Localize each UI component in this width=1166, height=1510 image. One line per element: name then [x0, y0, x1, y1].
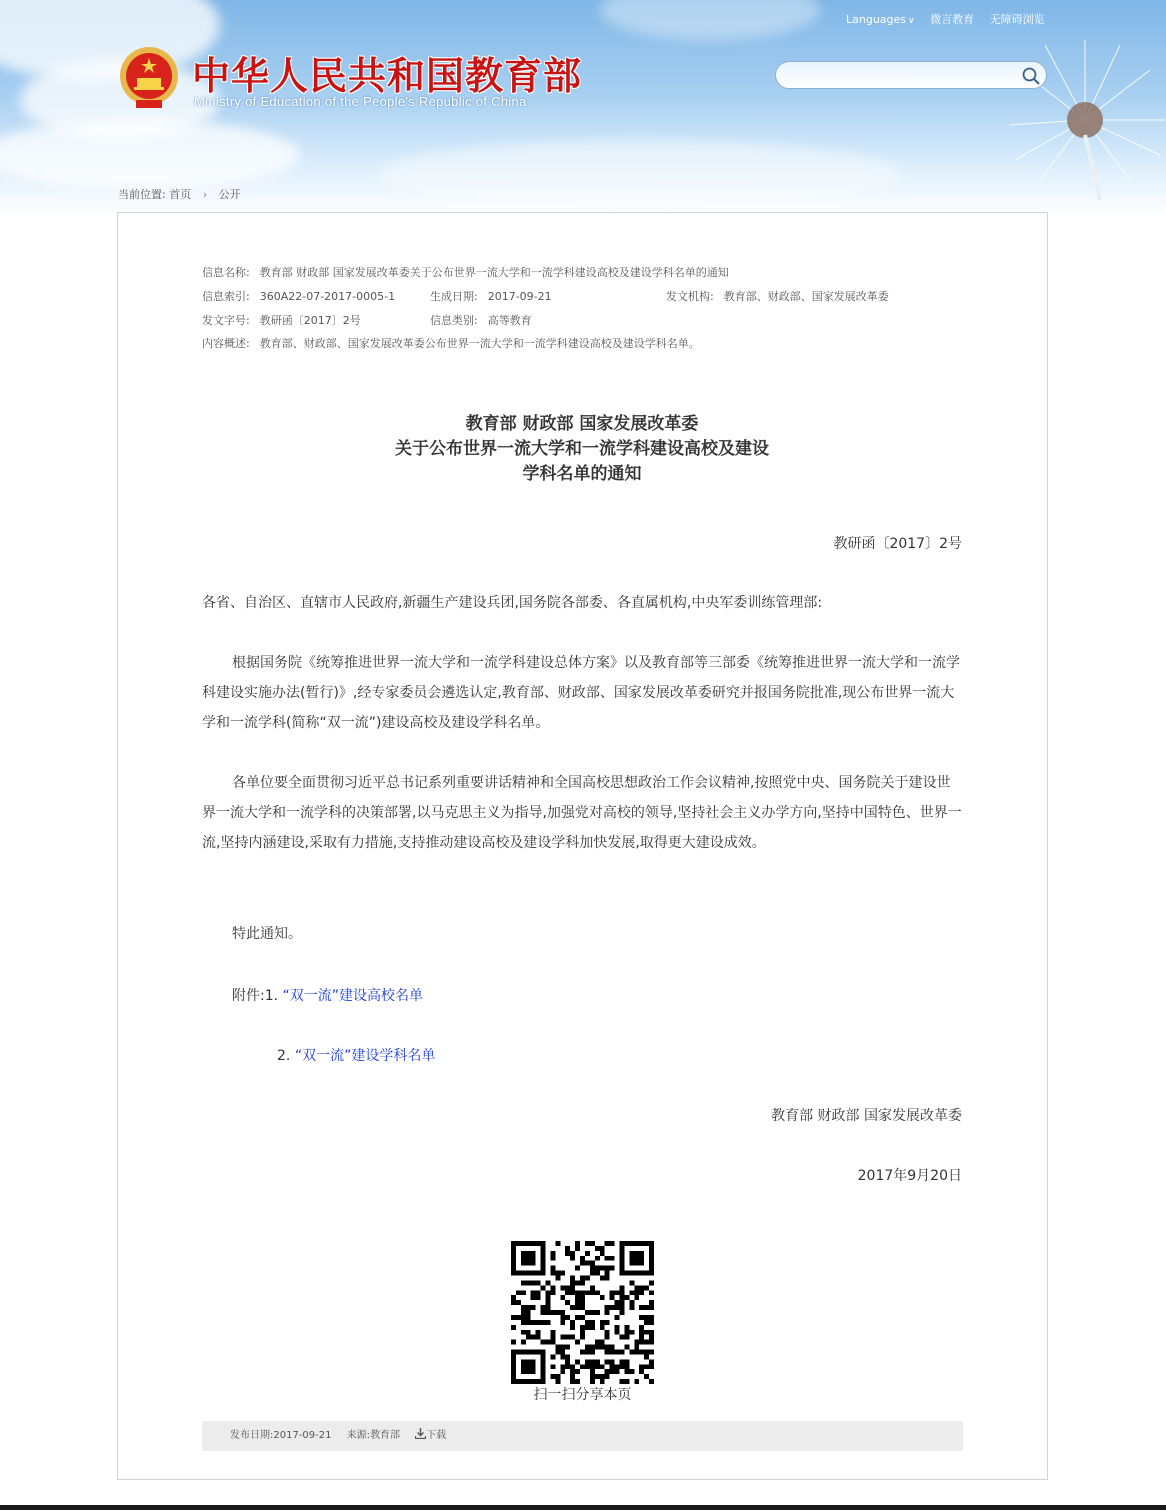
source-label: 来源:: [346, 1430, 371, 1441]
languages-label: Languages: [846, 13, 907, 26]
breadcrumb-label: 当前位置:: [118, 188, 166, 201]
document-title: [200, 412, 964, 487]
accessibility-link[interactable]: 无障碍浏览: [989, 13, 1045, 26]
footer-bar: [202, 1421, 963, 1451]
meta-label: 信息类别:: [430, 314, 478, 327]
breadcrumb-current[interactable]: 公开: [218, 188, 241, 201]
meta-label: 信息索引:: [202, 290, 250, 303]
meta-label: 生成日期:: [430, 290, 478, 303]
search-icon[interactable]: [1021, 66, 1041, 86]
meta-index: [202, 288, 395, 304]
national-emblem-icon: [118, 46, 180, 110]
source: [347, 1430, 400, 1441]
weiyan-link[interactable]: 微言教育: [930, 13, 975, 26]
breadcrumb-separator-icon: ›: [202, 188, 208, 201]
meta-date: [430, 288, 552, 304]
title-line: 关于公布世界一流大学和一流学科建设高校及建设: [395, 439, 769, 459]
languages-link[interactable]: [846, 13, 915, 26]
document-number: 教研函〔2017〕2号: [833, 536, 962, 552]
meta-label: 信息名称:: [202, 266, 250, 279]
closing: 特此通知。: [232, 926, 302, 942]
site-subtitle: Ministry of Education of the People's Republic of China: [194, 94, 527, 109]
meta-value: 教育部 财政部 国家发展改革委关于公布世界一流大学和一流学科建设高校及建设学科名单的通知: [259, 266, 729, 279]
meta-value: 教育部、财政部、国家发展改革委公布世界一流大学和一流学科建设高校及建设学科名单。: [259, 337, 700, 350]
title-line: 教育部 财政部 国家发展改革委: [465, 414, 699, 434]
cloud-decoration: [0, 120, 300, 190]
meta-info-name: [202, 264, 729, 280]
meta-summary: [202, 335, 700, 351]
meta-value: 2017-09-21: [487, 290, 552, 303]
paragraph-2: 各单位要全面贯彻习近平总书记系列重要讲话精神和全国高校思想政治工作会议精神,按照党中央、国务院关于建设世界一流大学和一流学科的决策部署,以马克思主义为指导,加强党对高校的领导,坚持社会主义办学方向,坚持中国特色、世界一流,坚持内涵建设,采取有力措施,支持推动建设高校及建设学科加快发展,取得更大建设成效。: [202, 775, 962, 851]
breadcrumb: [118, 186, 241, 202]
meta-label: 发文机构:: [666, 290, 714, 303]
download-icon: [415, 1428, 426, 1439]
attachment-1-link[interactable]: “双一流”建设高校名单: [282, 988, 424, 1004]
meta-value: 高等教育: [487, 314, 532, 327]
paragraph-1: 根据国务院《统筹推进世界一流大学和一流学科建设总体方案》以及教育部等三部委《统筹推进世界一流大学和一流学科建设实施办法(暂行)》,经专家委员会遴选认定,教育部、财政部、国家发展改革委研究并报国务院批准,现公布世界一流大学和一流学科(简称“双一流”)建设高校及建设学科名单。: [202, 655, 960, 731]
attachment-label: 附件:1.: [232, 988, 279, 1004]
breadcrumb-home[interactable]: 首页: [169, 188, 192, 201]
dandelion-icon: [1000, 30, 1166, 200]
qr-code-icon: [511, 1241, 654, 1384]
attachment-number: 2.: [277, 1048, 291, 1064]
qr-caption: 扫一扫分享本页: [533, 1387, 632, 1403]
page-bottom-border: [0, 1505, 1166, 1510]
search-box: [775, 61, 1047, 89]
publish-label: 发布日期:: [230, 1430, 274, 1441]
site-header: [0, 0, 1166, 215]
publish-date: [230, 1430, 332, 1441]
publish-value: 2017-09-21: [273, 1430, 332, 1441]
attachment-2-link[interactable]: “双一流”建设学科名单: [294, 1048, 436, 1064]
meta-org: [666, 288, 889, 304]
meta-value: 教研函〔2017〕2号: [259, 314, 361, 327]
meta-label: 发文字号:: [202, 314, 250, 327]
search-input[interactable]: [790, 66, 1010, 84]
signature: 教育部 财政部 国家发展改革委: [771, 1108, 962, 1124]
download-button[interactable]: [415, 1430, 446, 1441]
top-links: [846, 11, 1057, 27]
meta-label: 内容概述:: [202, 337, 250, 350]
meta-docno: [202, 312, 361, 328]
sign-date: 2017年9月20日: [857, 1168, 962, 1184]
meta-category: [430, 312, 532, 328]
attachment-2: [277, 1045, 435, 1065]
cloud-decoration: [380, 140, 900, 210]
addressee: 各省、自治区、直辖市人民政府,新疆生产建设兵团,国务院各部委、各直属机构,中央军委训练管理部:: [202, 595, 823, 611]
source-value: 教育部: [370, 1430, 401, 1441]
attachment-1: [232, 985, 423, 1005]
meta-value: 360A22-07-2017-0005-1: [259, 290, 396, 303]
site-title[interactable]: 中华人民共和国教育部: [192, 54, 583, 98]
chevron-down-icon: ∨: [908, 16, 915, 26]
cloud-decoration: [600, 0, 820, 40]
meta-value: 教育部、财政部、国家发展改革委: [723, 290, 889, 303]
download-label: 下载: [426, 1430, 447, 1441]
title-line: 学科名单的通知: [522, 464, 642, 484]
